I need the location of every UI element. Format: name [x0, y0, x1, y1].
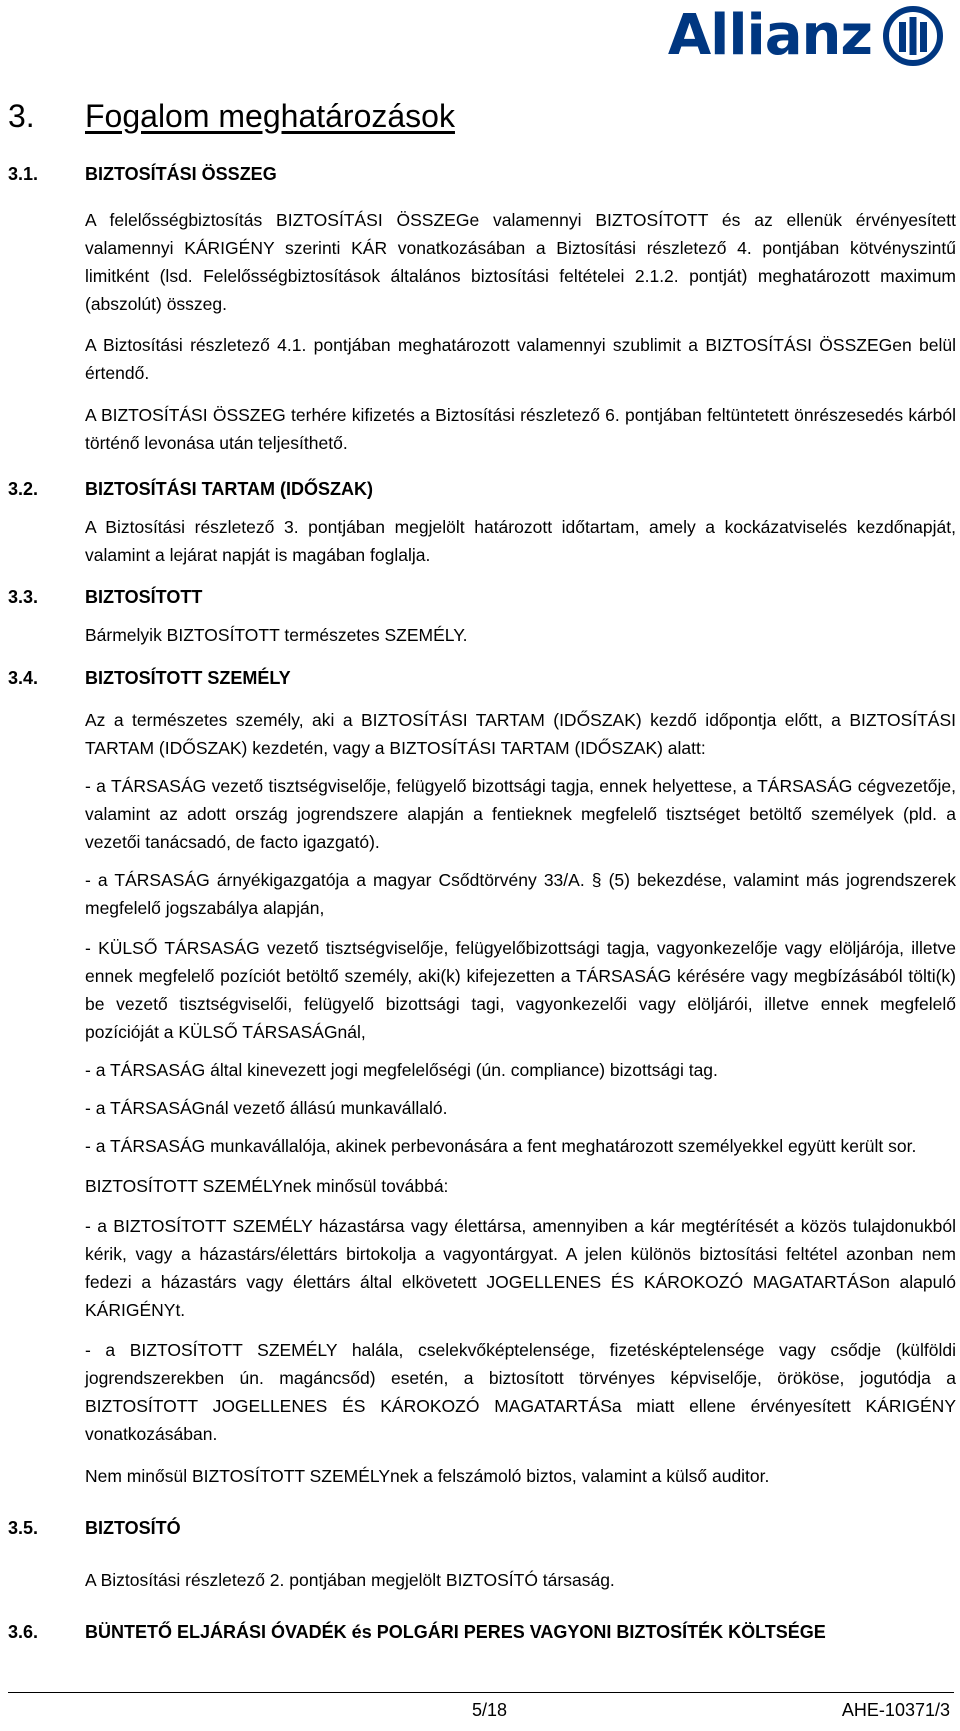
- paragraph: A felelősségbiztosítás BIZTOSÍTÁSI ÖSSZEGe valamennyi BIZTOSÍTOTT és az ellenük érvényesített valamennyi KÁRIGÉNY szerinti KÁR vonatkozásában a Biztosítási részletező 4. pontjában kötvényszintű limitként (lsd. Felelősségbiztosítások általános biztosítási feltételei 2.1.2. pontját) meghatározott maximum (abszolút) összeg.: [85, 210, 956, 314]
- paragraph: Nem minősül BIZTOSÍTOTT SZEMÉLYnek a felszámoló biztos, valamint a külső auditor.: [85, 1466, 770, 1486]
- paragraph: A Biztosítási részletező 3. pontjában megjelölt határozott időtartam, amely a kockázatviselés kezdőnapját, valamint a lejárat napját is magában foglalja.: [85, 517, 956, 565]
- section-number: 3.4.: [8, 668, 39, 688]
- section-heading: [8, 160, 956, 188]
- paragraph: A Biztosítási részletező 4.1. pontjában meghatározott valamennyi szublimit a BIZTOSÍTÁSI ÖSSZEGen belül értendő.: [85, 335, 956, 383]
- document-body: [8, 160, 956, 1646]
- section-3-3: [8, 583, 956, 649]
- logo-text: Allianz: [667, 3, 872, 68]
- section-number: 3.2.: [8, 479, 39, 499]
- allianz-logo: [668, 4, 944, 68]
- section-title: BIZTOSÍTOTT SZEMÉLY: [85, 668, 291, 688]
- section-3-2: [8, 475, 956, 569]
- section-number: 3.3.: [8, 587, 39, 607]
- footer-divider: [8, 1692, 954, 1693]
- chapter-number: 3.: [8, 98, 35, 134]
- list-item: - KÜLSŐ TÁRSASÁG vezető tisztségviselője, felügyelőbizottsági tagja, vagyonkezelője vagy elöljárója, illetve ennek megfelelő pozíciót betöltő személy, aki(k) kifejezetten a TÁRSASÁG kérésére vagy megbízásából tölti(k) be vezető tisztségviselői, felügyelő bizottsági tagi, vagyonkezelői vagy elöljárói, illetve ennek megfelelő pozícióját a KÜLSŐ TÁRSASÁGnál,: [85, 938, 956, 1042]
- list-item: - a TÁRSASÁG vezető tisztségviselője, felügyelő bizottsági tagja, ennek helyettese, a TÁRSASÁG cégvezetője, valamint az adott ország jogrendszere alapján a fentieknek megfelelő tisztséget betöltő személyek (pld. a vezetői tanácsadó, de facto igazgató).: [85, 776, 956, 852]
- paragraph: Bármelyik BIZTOSÍTOTT természetes SZEMÉLY.: [85, 625, 468, 645]
- section-number: 3.1.: [8, 164, 39, 184]
- chapter-heading: [8, 92, 455, 140]
- section-title: BIZTOSÍTÁSI TARTAM (IDŐSZAK): [85, 479, 373, 499]
- list-item: - a TÁRSASÁG munkavállalója, akinek perbevonására a fent meghatározott személyekkel együtt került sor.: [85, 1136, 917, 1156]
- section-heading: [8, 1514, 956, 1542]
- list-item: - a TÁRSASÁGnál vezető állású munkavállaló.: [85, 1098, 448, 1118]
- section-heading: [8, 1618, 956, 1646]
- section-number: 3.6.: [8, 1622, 39, 1642]
- paragraph: A BIZTOSÍTÁSI ÖSSZEG terhére kifizetés a Biztosítási részletező 6. pontjában feltüntetett önrészesedés kárból történő levonása után teljesíthető.: [85, 405, 956, 453]
- list-item: - a TÁRSASÁG által kinevezett jogi megfelelőségi (ún. compliance) bizottsági tag.: [85, 1060, 718, 1080]
- section-heading: [8, 664, 956, 692]
- document-id: AHE-10371/3: [841, 1700, 950, 1720]
- paragraph: A Biztosítási részletező 2. pontjában megjelölt BIZTOSÍTÓ társaság.: [85, 1570, 615, 1590]
- section-title: BIZTOSÍTÓ: [85, 1518, 181, 1538]
- list-item: - a BIZTOSÍTOTT SZEMÉLY házastársa vagy élettársa, amennyiben a kár megtérítését a közös tulajdonukból kérik, vagy a házastárs/élettárs birtokolja a vagyontárgyat. A jelen különös biztosítási feltétel azonban nem fedezi a házastárs vagy élettárs által elkövetett JOGELLENES ÉS KÁROKOZÓ MAGATARTÁSon alapuló KÁRIGÉNYt.: [85, 1216, 956, 1320]
- chapter-title: Fogalom meghatározások: [85, 98, 455, 134]
- paragraph: BIZTOSÍTOTT SZEMÉLYnek minősül továbbá:: [85, 1176, 449, 1196]
- section-number: 3.5.: [8, 1518, 39, 1538]
- section-title: BÜNTETŐ ELJÁRÁSI ÓVADÉK és POLGÁRI PERES VAGYONI BIZTOSÍTÉK KÖLTSÉGE: [85, 1622, 826, 1642]
- paragraph: Az a természetes személy, aki a BIZTOSÍTÁSI TARTAM (IDŐSZAK) kezdő időpontja előtt, a BIZTOSÍTÁSI TARTAM (IDŐSZAK) kezdetén, vagy a BIZTOSÍTÁSI TARTAM (IDŐSZAK) alatt:: [85, 710, 956, 758]
- section-title: BIZTOSÍTÁSI ÖSSZEG: [85, 164, 277, 184]
- section-title: BIZTOSÍTOTT: [85, 587, 203, 607]
- allianz-eagle-icon: [882, 5, 944, 67]
- section-3-6: [8, 1618, 956, 1646]
- section-heading: [8, 583, 956, 611]
- page-number: 5/18: [472, 1700, 508, 1720]
- section-heading: [8, 475, 956, 503]
- section-3-5: [8, 1514, 956, 1594]
- section-3-4: [8, 664, 956, 1490]
- section-3-1: [8, 160, 956, 457]
- list-item: - a BIZTOSÍTOTT SZEMÉLY halála, cselekvőképtelensége, fizetésképtelensége vagy csődje (külföldi jogrendszerekben ún. magáncsőd) esetén, a biztosított törvényes képviselője, örököse, jogutódja a BIZTOSÍTOTT JOGELLENES ÉS KÁROKOZÓ MAGATARTÁSa miatt ellene érvényesített KÁRIGÉNY vonatkozásában.: [85, 1340, 956, 1444]
- list-item: - a TÁRSASÁG árnyékigazgatója a magyar Csődtörvény 33/A. § (5) bekezdése, valamint más jogrendszerek megfelelő jogszabálya alapján,: [85, 870, 956, 918]
